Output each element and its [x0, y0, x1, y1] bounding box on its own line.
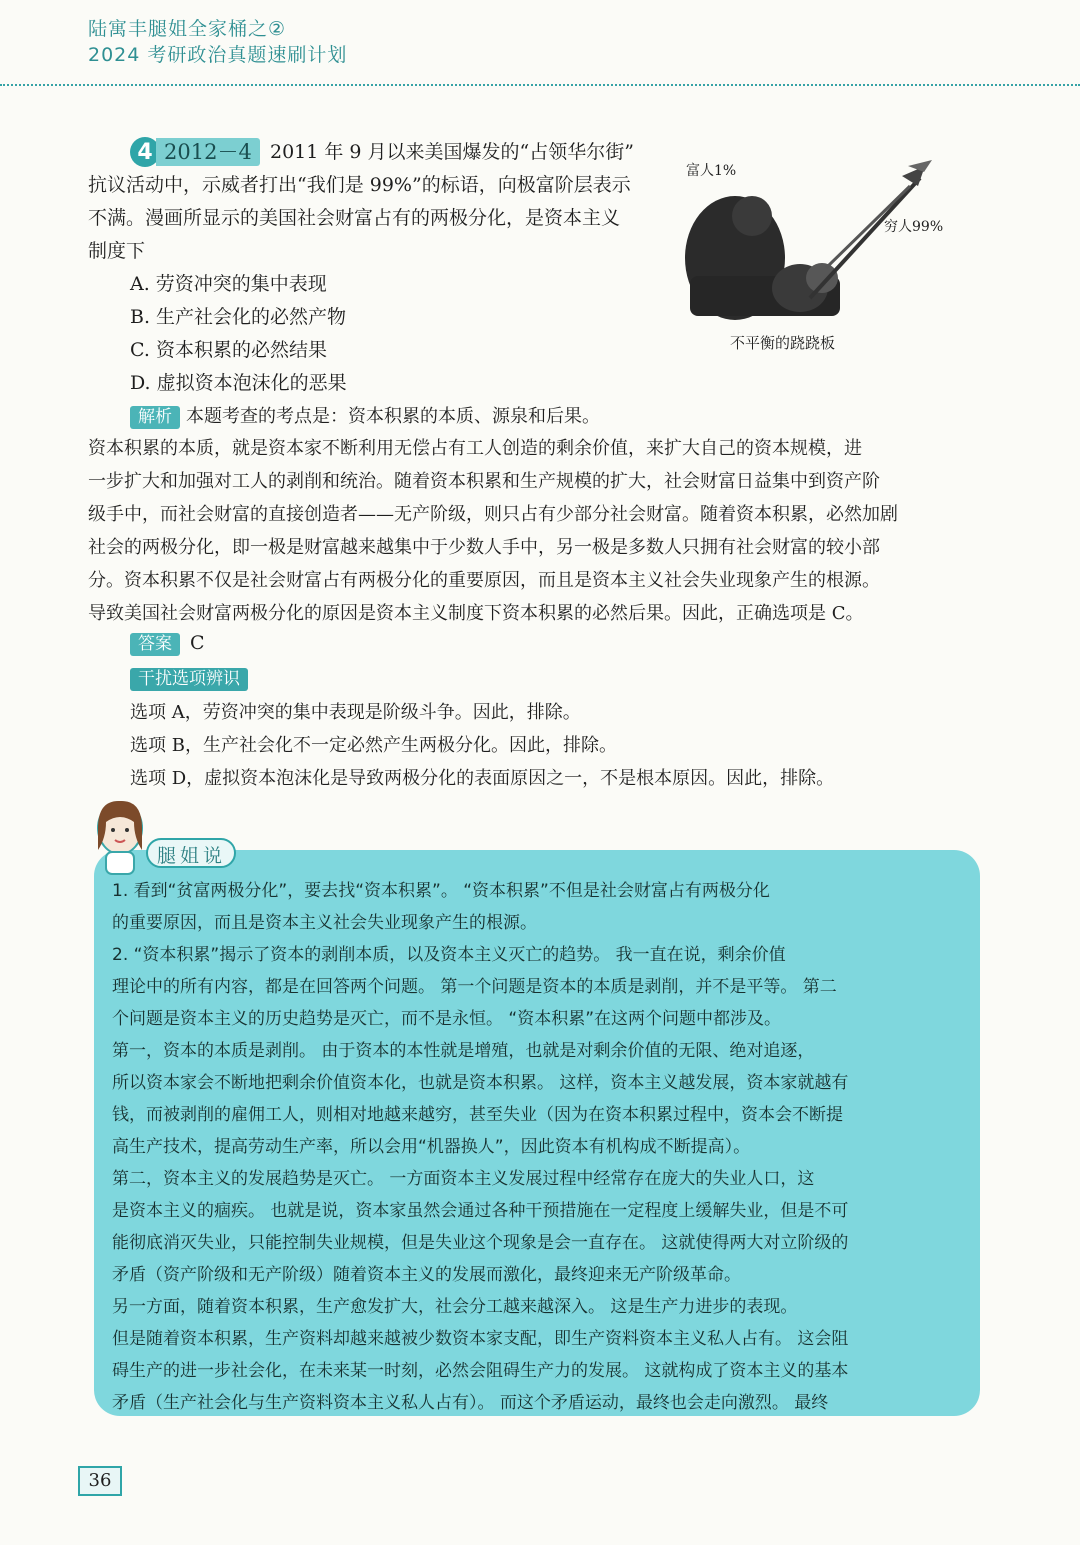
tuijie-note-box [94, 850, 980, 1416]
stem-line: 不满。漫画所显示的美国社会财富占有的两极分化，是资本主义 [88, 207, 621, 229]
note-line: 碍生产的进一步社会化，在未来某一时刻，必然会阻碍生产力的发展。 这就构成了资本主义的基本 [112, 1361, 849, 1381]
running-header [88, 16, 347, 68]
header-divider [0, 84, 1080, 86]
note-line: 所以资本家会不断地把剩余价值资本化，也就是资本积累。 这样，资本主义越发展，资本家就越有 [112, 1073, 849, 1093]
option-a: A. 劳资冲突的集中表现 [130, 273, 327, 295]
stem-line: 制度下 [88, 240, 146, 262]
cartoon-label-poor: 穷人99% [884, 219, 944, 235]
analysis-header [130, 405, 600, 429]
analysis-tag: 解析 [130, 406, 180, 429]
note-line: 矛盾（生产社会化与生产资料资本主义私人占有）。 而这个矛盾运动，最终也会走向激烈。 最终 [112, 1393, 829, 1413]
analysis-line: 社会的两极分化，即一极是财富越来越集中于少数人手中，另一极是多数人只拥有社会财富的较小部 [88, 537, 880, 558]
option-b: B. 生产社会化的必然产物 [130, 306, 347, 328]
stem-line: 抗议活动中，示威者打出“我们是 99%”的标语，向极富阶层表示 [88, 174, 631, 196]
distractor-line: 选项 B，生产社会化不一定必然产生两极分化。因此，排除。 [130, 735, 617, 756]
distractor-line: 选项 A，劳资冲突的集中表现是阶级斗争。因此，排除。 [130, 702, 581, 723]
analysis-line: 导致美国社会财富两极分化的原因是资本主义制度下资本积累的必然后果。因此，正确选项是 C。 [88, 603, 864, 624]
note-line: 另一方面，随着资本积累，生产愈发扩大，社会分工越来越深入。 这是生产力进步的表现。 [112, 1297, 798, 1317]
cartoon-caption: 不平衡的跷跷板 [730, 334, 836, 352]
analysis-line: 分。资本积累不仅是社会财富占有两极分化的重要原因，而且是资本主义社会失业现象产生的根源。 [88, 570, 880, 591]
note-line: 钱，而被剥削的雇佣工人，则相对地越来越穷，甚至失业（因为在资本积累过程中，资本会不断提 [112, 1105, 843, 1125]
analysis-body [88, 432, 980, 630]
answer-tag: 答案 [130, 633, 180, 656]
distractor-line: 选项 D，虚拟资本泡沫化是导致两极分化的表面原因之一，不是根本原因。因此，排除。 [130, 768, 835, 789]
note-line: 是资本主义的痼疾。 也就是说，资本家虽然会通过各种干预措施在一定程度上缓解失业，但是不可 [112, 1201, 849, 1221]
header-series-title: 陆寓丰腿姐全家桶之② [88, 18, 287, 40]
header-book-title: 2024 考研政治真题速刷计划 [88, 44, 348, 66]
option-d: D. 虚拟资本泡沫化的恶果 [130, 372, 347, 394]
answer-row [130, 632, 205, 656]
note-line: 但是随着资本积累，生产资料却越来越被少数资本家支配，即生产资料资本主义私人占有。 这会阻 [112, 1329, 849, 1349]
analysis-summary: 本题考查的考点是：资本积累的本质、源泉和后果。 [186, 406, 600, 427]
tuijie-avatar-icon [90, 798, 150, 876]
note-line: 理论中的所有内容，都是在回答两个问题。 第一个问题是资本的本质是剥削，并不是平等。 第二 [112, 977, 837, 997]
note-line: 2. “资本积累”揭示了资本的剥削本质，以及资本主义灭亡的趋势。 我一直在说，剩余价值 [112, 945, 786, 965]
page-number: 36 [78, 1466, 122, 1496]
note-line: 第一，资本的本质是剥削。 由于资本的本性就是增殖，也就是对剩余价值的无限、绝对追逐， [112, 1041, 815, 1061]
stem-line: 2011 年 9 月以来美国爆发的“占领华尔街” [270, 141, 634, 163]
tuijie-title: 腿姐说 [157, 845, 227, 867]
option-c: C. 资本积累的必然结果 [130, 339, 327, 361]
seesaw-cartoon-image [680, 158, 970, 358]
note-line: 个问题是资本主义的历史趋势是灭亡，而不是永恒。 “资本积累”在这两个问题中都涉及。 [112, 1009, 782, 1029]
analysis-line: 资本积累的本质，就是资本家不断利用无偿占有工人创造的剩余价值，来扩大自己的资本规模，进 [88, 438, 862, 459]
question-stem [88, 136, 658, 268]
analysis-line: 一步扩大和加强对工人的剥削和统治。随着资本积累和生产规模的扩大，社会财富日益集中到资产阶 [88, 471, 880, 492]
note-line: 矛盾（资产阶级和无产阶级）随着资本主义的发展而激化，最终迎来无产阶级革命。 [112, 1265, 741, 1285]
note-line: 的重要原因，而且是资本主义社会失业现象产生的根源。 [112, 913, 537, 933]
distractor-header [130, 668, 248, 691]
cartoon-label-rich: 富人1% [686, 163, 737, 179]
note-line: 能彻底消灭失业，只能控制失业规模，但是失业这个现象是会一直存在。 这就使得两大对立阶级的 [112, 1233, 849, 1253]
distractor-tag: 干扰选项辨识 [130, 668, 248, 691]
note-line: 第二，资本主义的发展趋势是灭亡。 一方面资本主义发展过程中经常存在庞大的失业人口，这 [112, 1169, 815, 1189]
question-year: 2012－4 [156, 138, 260, 166]
question-number: 4 [130, 137, 160, 167]
analysis-line: 级手中，而社会财富的直接创造者——无产阶级，则只占有少部分社会财富。随着资本积累，必然加剧 [88, 504, 898, 525]
distractor-list [130, 696, 834, 795]
option-list [130, 268, 347, 400]
answer-value: C [190, 632, 205, 654]
note-line: 高生产技术，提高劳动生产率，所以会用“机器换人”，因此资本有机构成不断提高）。 [112, 1137, 751, 1157]
note-line: 1. 看到“贫富两极分化”，要去找“资本积累”。 “资本积累”不但是社会财富占有两极分化 [112, 881, 770, 901]
tuijie-title-badge [145, 835, 237, 871]
